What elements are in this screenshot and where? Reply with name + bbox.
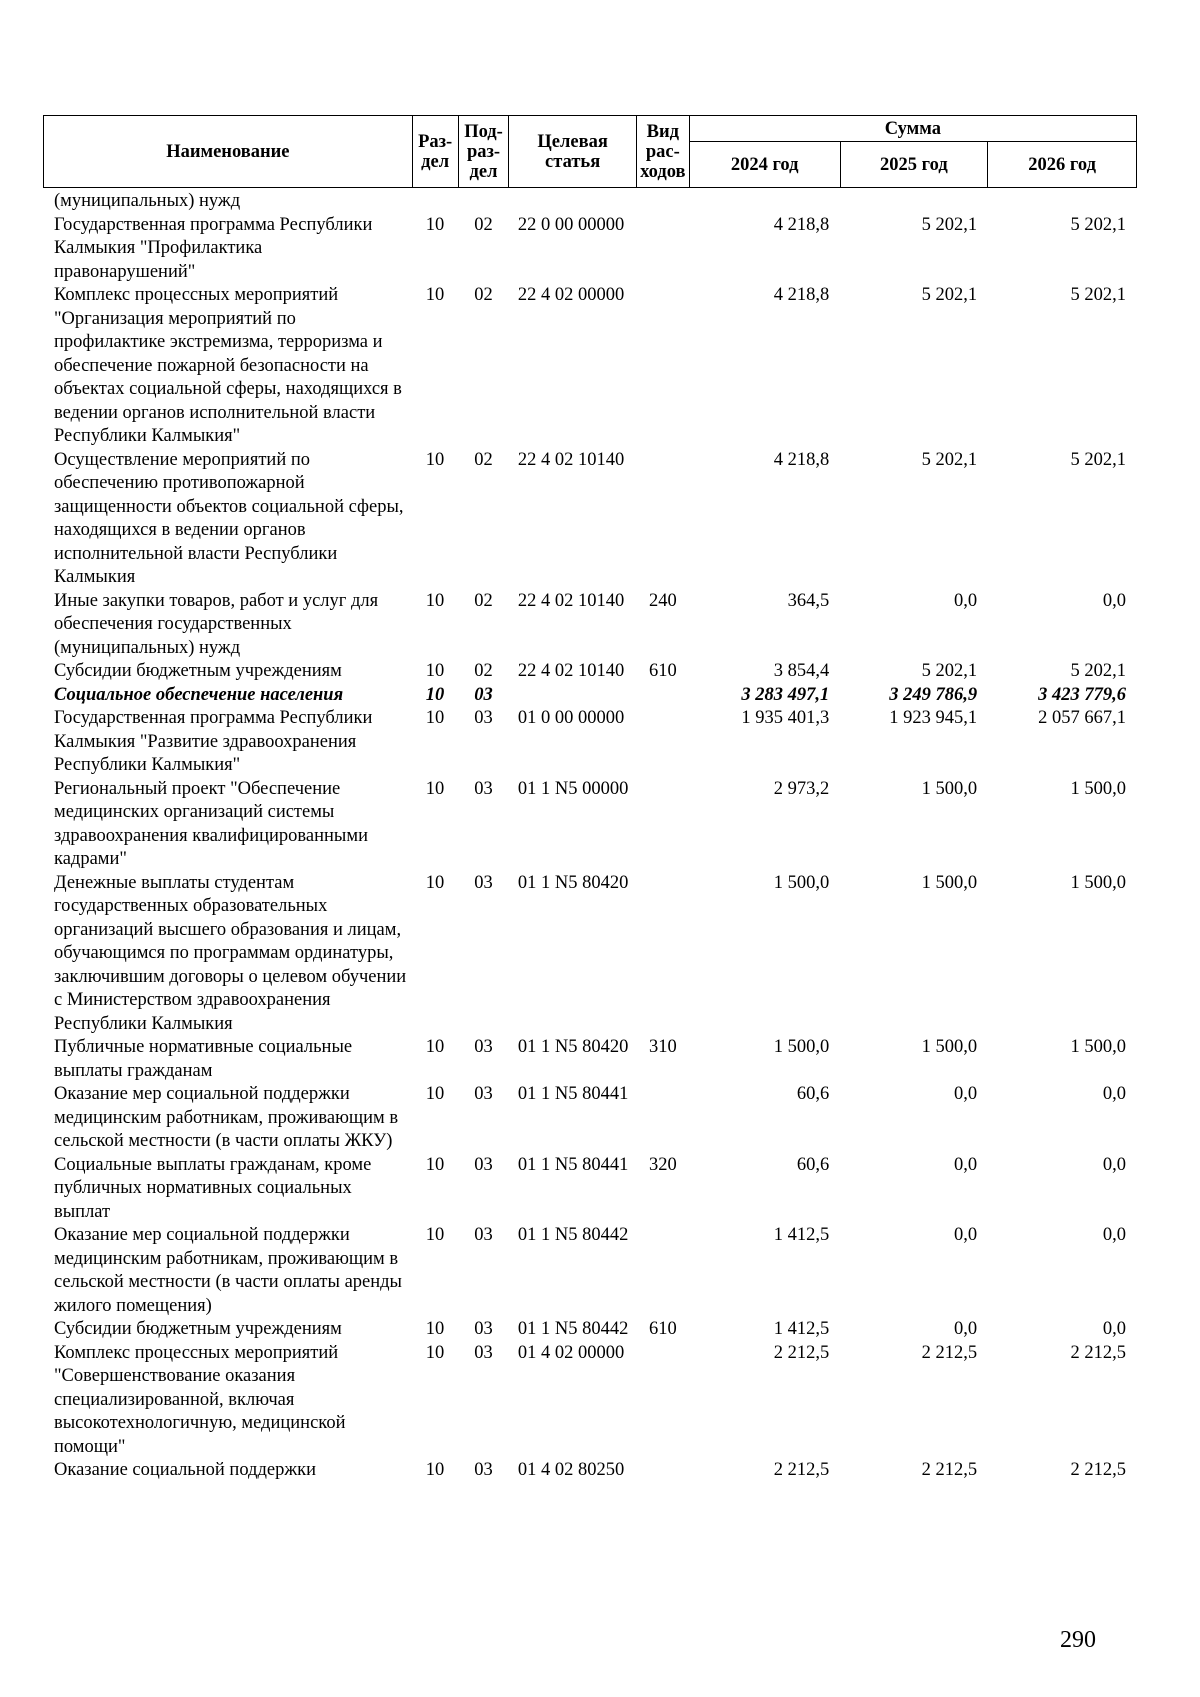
col-header-celevaya: Целевая статья (509, 116, 636, 188)
row-vid (636, 778, 689, 872)
row-celevaya: 01 1 N5 80420 (517, 872, 629, 893)
row-vid: 310 (648, 1037, 677, 1057)
row-podrazdel: 02 (474, 214, 493, 235)
row-2025: 0,0 (953, 1154, 978, 1175)
row-razdel: 10 (425, 684, 445, 705)
row-2026 (988, 190, 1137, 214)
row-razdel: 10 (425, 1037, 445, 1057)
table-row (43, 660, 1137, 684)
col-header-summa: Сумма (689, 116, 1136, 142)
page-number: 290 (1060, 1627, 1096, 1653)
row-2024: 2 212,5 (773, 1342, 830, 1363)
row-celevaya: 01 4 02 00000 (517, 1342, 625, 1363)
row-vid: 320 (648, 1154, 677, 1175)
row-2025: 1 500,0 (921, 1037, 978, 1057)
row-2025: 0,0 (953, 1084, 978, 1104)
row-podrazdel: 03 (474, 1342, 493, 1363)
col-header-vid: Вид рас- ходов (636, 116, 689, 188)
row-celevaya: 01 1 N5 80441 (517, 1154, 629, 1175)
table-row (43, 590, 1137, 661)
row-vid (636, 1459, 689, 1483)
table-row (43, 449, 1137, 590)
row-podrazdel: 03 (474, 1225, 493, 1245)
row-razdel: 10 (425, 1319, 445, 1339)
row-2026: 0,0 (1102, 1154, 1126, 1175)
row-name: Оказание мер социальной поддержки медицинским работникам, проживающим в сельской местности (в части оплаты ЖКУ) (54, 1084, 399, 1151)
row-podrazdel: 02 (474, 661, 493, 681)
row-2026: 1 500,0 (1070, 872, 1126, 893)
row-2024: 2 212,5 (773, 1460, 830, 1480)
row-2026: 5 202,1 (1070, 214, 1126, 235)
row-name: Государственная программа Республики Калмыкия "Профилактика правонарушений" (54, 214, 373, 282)
row-podrazdel: 03 (474, 684, 493, 705)
row-2025: 1 500,0 (921, 872, 978, 893)
row-2024: 1 412,5 (773, 1225, 830, 1245)
row-2024: 1 500,0 (773, 872, 830, 893)
col-header-2025: 2025 год (840, 142, 988, 188)
table-row (43, 1036, 1137, 1083)
row-podrazdel: 02 (474, 590, 493, 611)
row-2026: 0,0 (1102, 1084, 1126, 1104)
table-row (43, 190, 1137, 214)
row-celevaya: 01 1 N5 80441 (517, 1084, 629, 1104)
row-2024: 1 935 401,3 (741, 708, 830, 728)
table-row (43, 1459, 1137, 1483)
row-celevaya: 01 1 N5 00000 (517, 778, 629, 799)
row-name: Государственная программа Республики Калмыкия "Развитие здравоохранения Республики Калмыкия" (54, 708, 373, 775)
row-razdel (412, 190, 458, 214)
row-name: Комплекс процессных мероприятий "Организация мероприятий по профилактике экстремизма, терроризма и обеспечение пожарной безопасности на объектах социальной сферы, находящихся в ведении органов исполнительной власти Республики Калмыкия" (54, 285, 402, 446)
row-vid: 610 (648, 661, 677, 681)
row-2026: 2 212,5 (1070, 1342, 1126, 1363)
table-row (43, 684, 1137, 708)
row-celevaya (509, 684, 636, 708)
row-name: Публичные нормативные социальные выплаты гражданам (54, 1037, 353, 1081)
row-name: Иные закупки товаров, работ и услуг для обеспечения государственных (муниципальных) нужд (54, 590, 379, 658)
row-2025 (840, 190, 988, 214)
row-celevaya: 22 4 02 10140 (517, 449, 625, 470)
row-razdel: 10 (425, 1154, 445, 1175)
table-row (43, 872, 1137, 1037)
row-name: (муниципальных) нужд (54, 191, 241, 211)
row-vid (636, 190, 689, 214)
row-name: Субсидии бюджетным учреждениям (54, 661, 342, 681)
row-2024: 60,6 (796, 1154, 830, 1175)
row-vid (636, 1083, 689, 1154)
row-2025: 5 202,1 (921, 214, 978, 235)
row-celevaya: 01 4 02 80250 (517, 1460, 625, 1480)
row-razdel: 10 (425, 661, 445, 681)
row-name: Социальные выплаты гражданам, кроме публичных нормативных социальных выплат (54, 1154, 372, 1222)
row-2026: 5 202,1 (1070, 661, 1126, 681)
row-celevaya: 01 1 N5 80420 (517, 1037, 629, 1057)
row-vid (636, 284, 689, 449)
row-podrazdel: 02 (474, 285, 493, 305)
row-2025: 0,0 (953, 1225, 978, 1245)
row-celevaya: 22 0 00 00000 (517, 214, 625, 235)
row-name: Денежные выплаты студентам государственных образовательных организаций высшего образования и лицам, обучающимся по программам ординатуры, заключившим договоры о целевом обучении с Министерством здравоохранения Республики Калмыкия (54, 872, 407, 1034)
row-vid (636, 1224, 689, 1318)
row-name: Социальное обеспечение населения (54, 684, 344, 705)
row-2025: 1 923 945,1 (889, 708, 978, 728)
row-podrazdel: 03 (474, 1460, 493, 1480)
row-2025: 5 202,1 (921, 285, 978, 305)
row-2026: 5 202,1 (1070, 449, 1126, 470)
row-podrazdel: 03 (474, 872, 493, 893)
col-header-name: Наименование (44, 116, 413, 188)
row-celevaya: 22 4 02 10140 (517, 661, 625, 681)
row-2025: 1 500,0 (921, 778, 978, 799)
col-header-2024: 2024 год (689, 142, 840, 188)
row-podrazdel: 03 (474, 1037, 493, 1057)
row-razdel: 10 (425, 708, 445, 728)
row-vid (636, 872, 689, 1037)
row-vid: 610 (648, 1319, 677, 1339)
row-2026: 0,0 (1102, 1319, 1126, 1339)
col-header-podrazdel: Под- раз- дел (458, 116, 509, 188)
row-2025: 0,0 (953, 590, 978, 611)
row-razdel: 10 (425, 449, 445, 470)
row-name: Комплекс процессных мероприятий "Совершенствование оказания специализированной, включая высокотехнологичную, медицинской помощи" (54, 1342, 346, 1457)
row-podrazdel: 03 (474, 1084, 493, 1104)
row-podrazdel (458, 190, 509, 214)
row-2024: 4 218,8 (773, 214, 830, 235)
row-vid (636, 214, 689, 285)
row-vid: 240 (648, 590, 677, 611)
row-vid (636, 707, 689, 778)
table-row (43, 1318, 1137, 1342)
table-row (43, 214, 1137, 285)
row-podrazdel: 02 (474, 449, 493, 470)
row-razdel: 10 (425, 285, 445, 305)
row-razdel: 10 (425, 1342, 445, 1363)
row-razdel: 10 (425, 214, 445, 235)
row-podrazdel: 03 (474, 1154, 493, 1175)
col-header-2026: 2026 год (988, 142, 1137, 188)
row-2024: 2 973,2 (773, 778, 830, 799)
row-2024: 3 283 497,1 (741, 684, 830, 705)
row-podrazdel: 03 (474, 1319, 493, 1339)
row-2026: 0,0 (1102, 1225, 1126, 1245)
table-row (43, 284, 1137, 449)
row-name: Осуществление мероприятий по обеспечению противопожарной защищенности объектов социальной сферы, находящихся в ведении органов исполнительной власти Республики Калмыкия (54, 449, 404, 587)
row-2026: 1 500,0 (1070, 1037, 1126, 1057)
row-razdel: 10 (425, 590, 445, 611)
row-celevaya: 01 1 N5 80442 (517, 1319, 629, 1339)
row-razdel: 10 (425, 1460, 445, 1480)
row-razdel: 10 (425, 778, 445, 799)
table-row (43, 778, 1137, 872)
row-vid (636, 449, 689, 590)
row-2024: 4 218,8 (773, 449, 830, 470)
row-celevaya: 01 0 00 00000 (517, 708, 625, 728)
row-2025: 5 202,1 (921, 449, 978, 470)
row-2025: 2 212,5 (921, 1342, 978, 1363)
row-2025: 0,0 (953, 1319, 978, 1339)
row-2026: 2 057 667,1 (1038, 708, 1126, 728)
row-celevaya: 22 4 02 00000 (517, 285, 625, 305)
row-razdel: 10 (425, 872, 445, 893)
row-2024: 60,6 (796, 1084, 830, 1104)
row-podrazdel: 03 (474, 778, 493, 799)
row-2026: 2 212,5 (1070, 1460, 1126, 1480)
row-name: Субсидии бюджетным учреждениям (54, 1319, 342, 1339)
table-row (43, 1154, 1137, 1225)
row-2026: 3 423 779,6 (1038, 684, 1126, 705)
row-2026: 1 500,0 (1070, 778, 1126, 799)
table-row (43, 1224, 1137, 1318)
table-row (43, 1342, 1137, 1460)
row-name: Региональный проект "Обеспечение медицинских организаций системы здравоохранения квалифицированными кадрами" (54, 778, 368, 869)
row-2025: 3 249 786,9 (889, 684, 978, 705)
table-row (43, 1083, 1137, 1154)
row-2026: 5 202,1 (1070, 285, 1126, 305)
row-vid (636, 1342, 689, 1460)
table-header (43, 115, 1137, 188)
row-name: Оказание мер социальной поддержки медицинским работникам, проживающим в сельской местности (в части оплаты аренды жилого помещения) (54, 1225, 402, 1316)
row-2024 (689, 190, 840, 214)
budget-table (43, 190, 1137, 1483)
row-podrazdel: 03 (474, 708, 493, 728)
row-2024: 4 218,8 (773, 285, 830, 305)
row-name: Оказание социальной поддержки (54, 1460, 316, 1480)
row-2025: 2 212,5 (921, 1460, 978, 1480)
row-razdel: 10 (425, 1084, 445, 1104)
row-razdel: 10 (425, 1225, 445, 1245)
row-2026: 0,0 (1102, 590, 1126, 611)
row-2024: 1 412,5 (773, 1319, 830, 1339)
col-header-razdel: Раз- дел (412, 116, 458, 188)
row-2025: 5 202,1 (921, 661, 978, 681)
table-row (43, 707, 1137, 778)
row-celevaya: 22 4 02 10140 (517, 590, 625, 611)
row-vid (636, 684, 689, 708)
row-2024: 1 500,0 (773, 1037, 830, 1057)
row-celevaya (509, 190, 636, 214)
row-2024: 364,5 (787, 590, 830, 611)
row-2024: 3 854,4 (773, 661, 830, 681)
row-celevaya: 01 1 N5 80442 (517, 1225, 629, 1245)
